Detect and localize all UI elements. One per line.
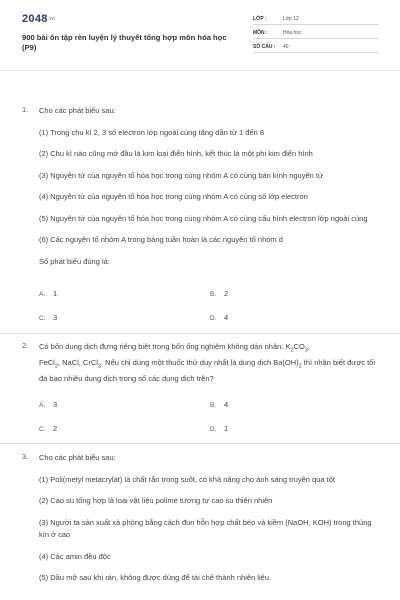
option-letter: A. <box>39 402 46 409</box>
question-number: 3. <box>22 452 29 461</box>
option-text: 4 <box>224 313 229 322</box>
site-logo[interactable] <box>22 13 55 25</box>
option-letter: B. <box>210 402 217 409</box>
option-text: 2 <box>53 424 58 433</box>
option-d[interactable] <box>210 313 228 322</box>
option-b[interactable] <box>210 289 228 298</box>
meta-value: 40 <box>283 44 289 50</box>
question-number: 2. <box>22 341 29 350</box>
option-text: 1 <box>224 424 229 433</box>
statement: (2) Chu kì nào cũng mở đầu là kim loại điển hình, kết thúc là một phi kim điển hình <box>39 149 313 158</box>
question-divider <box>0 333 400 334</box>
option-letter: D. <box>210 315 217 322</box>
meta-value: Hóa học <box>283 30 302 36</box>
option-d[interactable] <box>210 424 228 433</box>
statement: (2) Cao su tổng hợp là loại vật liệu polime tương tự cao su thiên nhiên <box>39 496 273 505</box>
question-body <box>39 341 379 386</box>
title-line-1: 900 bài ôn tập rèn luyện lý thuyết tổng hợp môn hóa học <box>22 33 227 42</box>
meta-row-subject <box>253 28 379 39</box>
option-a[interactable] <box>39 289 57 298</box>
meta-key: SỐ CÂU : <box>253 44 276 50</box>
option-a[interactable] <box>39 400 57 409</box>
statement: (4) Nguyên tử của nguyên tố hóa học trong cùng nhóm A có cùng số lớp electron <box>39 192 308 201</box>
question-1 <box>22 105 382 325</box>
question-text: . Nếu chỉ dùng một thuốc thử duy nhất là dung dịch Ba(OH) <box>100 358 299 367</box>
statement: (3) Nguyên tử của nguyên tố hóa học trong cùng nhóm A có cùng bán kính nguyên tử <box>39 170 323 180</box>
title-line-2: (P9) <box>22 43 37 52</box>
statement: (1) Poli(metyl metacrylat) là chất rắn trong suốt, có khả năng cho ánh sáng truyền qua tốt <box>39 474 335 484</box>
meta-key: LỚP : <box>253 16 267 22</box>
statement: (5) Nguyên tử của nguyên tố hóa học trong cùng nhóm A có cùng cấu hình electron lớp ngoài cùng <box>39 213 368 223</box>
statement: (5) Dầu mỡ sau khi rán, không được dùng để tái chế thành nhiên liệu. <box>39 573 272 582</box>
document-title <box>22 33 252 53</box>
question-intro: Cho các phát biểu sau: <box>39 106 116 115</box>
question-text: Có bốn dung dịch đựng riêng biệt trong bốn ống nghiệm không dán nhãn: K <box>39 342 291 351</box>
option-letter: C. <box>39 426 46 433</box>
subscript: 2 <box>54 363 58 370</box>
statement: (6) Các nguyên tố nhóm A trong bảng tuần hoàn là các nguyên tố nhóm d <box>39 235 283 244</box>
statement: (1) Trong chu kì 2, 3 số electron lớp ngoài cùng tăng dần từ 1 đến 8 <box>39 127 265 137</box>
option-letter: A. <box>39 291 46 298</box>
question-text: , NaCl, CrCl <box>57 358 98 367</box>
statement: (3) Người ta sản xuất xà phòng bằng cách đun hỗn hợp chất béo và kiềm (NaOH, KOH) trong thùng kín ở cao <box>39 517 372 539</box>
logo-suffix: .vn <box>47 16 56 23</box>
question-intro: Cho các phát biểu sau: <box>39 453 116 462</box>
question-text: FeCl <box>39 358 55 367</box>
option-text: 1 <box>53 289 58 298</box>
question-text: , <box>307 342 310 351</box>
option-text: 2 <box>224 289 229 298</box>
subscript: 3 <box>97 363 101 370</box>
question-3 <box>22 452 382 600</box>
question-text: CO <box>293 342 305 351</box>
option-c[interactable] <box>39 313 57 322</box>
subscript: 2 <box>290 347 294 354</box>
option-c[interactable] <box>39 424 57 433</box>
document-meta <box>253 14 379 56</box>
meta-value: Lớp 12 <box>283 16 299 22</box>
option-letter: B. <box>210 291 217 298</box>
header-divider <box>0 70 400 71</box>
subscript: 3 <box>304 347 308 354</box>
subscript: 2 <box>298 363 302 370</box>
question-body <box>39 452 379 594</box>
question-2 <box>22 341 382 391</box>
option-text: 3 <box>53 313 58 322</box>
meta-row-count <box>253 42 379 53</box>
logo-text: 2048 <box>22 13 48 25</box>
statement: (4) Các amin đều độc <box>39 551 111 561</box>
question-body <box>39 105 379 277</box>
meta-row-class <box>253 14 379 25</box>
question-text: thì nhận biết được tối đa bao nhiêu dung dịch trong số các dung dịch trên? <box>39 358 376 383</box>
option-b[interactable] <box>210 400 228 409</box>
question-number: 1. <box>22 105 29 114</box>
option-letter: D. <box>210 426 217 433</box>
option-text: 4 <box>224 400 229 409</box>
question-divider <box>0 443 400 444</box>
meta-key: MÔN : <box>253 30 268 36</box>
option-text: 3 <box>53 400 58 409</box>
page-header <box>0 0 400 70</box>
question-prompt: Số phát biểu đúng là: <box>39 256 110 266</box>
option-letter: C. <box>39 315 46 322</box>
